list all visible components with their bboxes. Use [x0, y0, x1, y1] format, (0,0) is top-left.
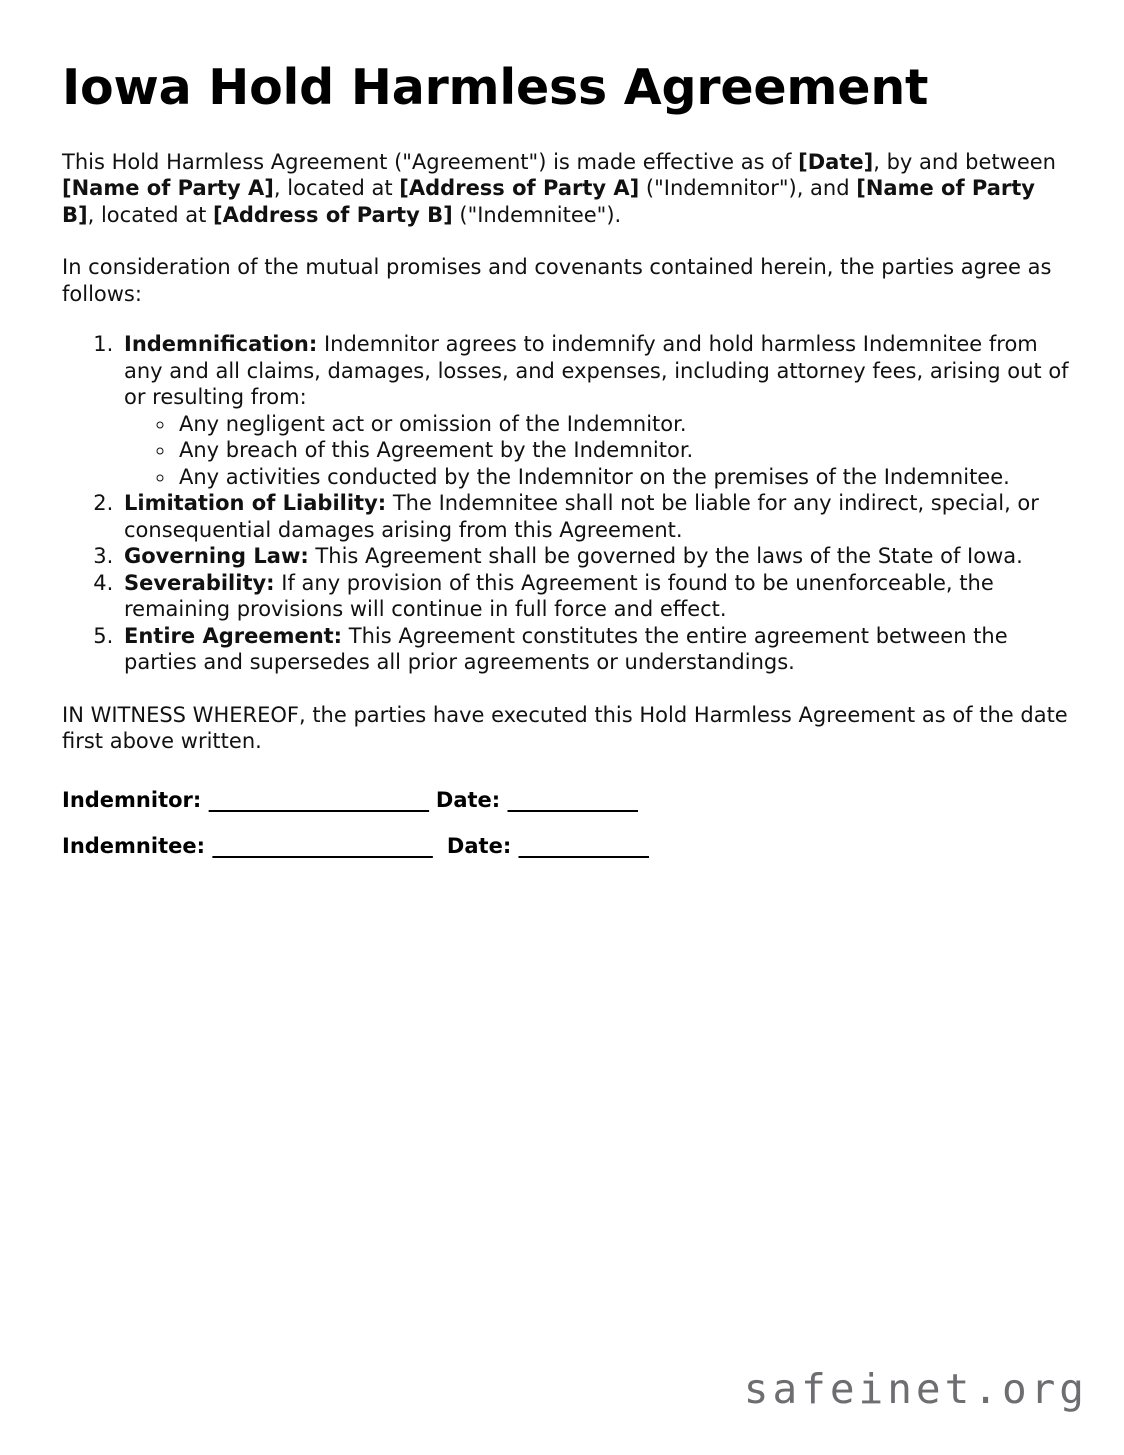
- clause-list: [62, 331, 1072, 676]
- intro-paragraph: [62, 149, 1072, 229]
- party-a-name: [Name of Party A]: [62, 176, 274, 201]
- consideration-paragraph: In consideration of the mutual promises and covenants contained herein, the parties agree as follows:: [62, 255, 1052, 306]
- intro-segment-6: ("Indemnitee").: [452, 202, 622, 227]
- clause-item: [120, 490, 1072, 543]
- signature-party-label: Indemnitor:: [62, 787, 209, 812]
- date-placeholder: [Date]: [798, 149, 874, 174]
- signature-row: [62, 787, 1072, 813]
- clause-item: [120, 543, 1072, 570]
- clause-item: [120, 331, 1072, 490]
- intro-segment-4: ("Indemnitor"), and: [639, 176, 857, 201]
- party-a-address: [Address of Party A]: [399, 176, 640, 201]
- signature-date-line[interactable]: _____________: [507, 787, 638, 812]
- signature-block: [62, 787, 1072, 859]
- clause-heading: Limitation of Liability:: [124, 491, 387, 516]
- page-title: Iowa Hold Harmless Agreement: [62, 59, 929, 116]
- clause-text: This Agreement constitutes the entire agreement between the parties and supersedes all prior agreements or understandings.: [124, 623, 1008, 675]
- intro-segment-2: , by and between: [873, 149, 1056, 174]
- clause-heading: Entire Agreement:: [124, 623, 343, 648]
- clause-subitem: ◦ Any negligent act or omission of the Indemnitor.: [176, 411, 1072, 438]
- signature-row: [62, 833, 1072, 859]
- signature-date-label: Date:: [432, 833, 519, 858]
- clause-subitem: ◦ Any breach of this Agreement by the Indemnitor.: [176, 437, 1072, 464]
- document-body: [62, 59, 1072, 879]
- intro-segment-5: , located at: [87, 202, 213, 227]
- signature-date-line[interactable]: _____________: [518, 833, 649, 858]
- clause-heading: Governing Law:: [124, 544, 309, 569]
- watermark: safeinet.org: [743, 1365, 1088, 1413]
- clause-text: The Indemnitee shall not be liable for any indirect, special, or consequential damages arising from this Agreement.: [124, 491, 1039, 542]
- party-b-name: [Name of Party B]: [62, 176, 1035, 227]
- clause-heading: Severability:: [124, 570, 275, 595]
- signature-date-label: Date:: [428, 787, 508, 812]
- clause-item: [120, 623, 1072, 676]
- signature-party-label: Indemnitee:: [62, 833, 213, 858]
- signature-line[interactable]: ______________________: [208, 787, 429, 812]
- witness-paragraph: IN WITNESS WHEREOF, the parties have executed this Hold Harmless Agreement as of the date first above written.: [62, 702, 1068, 754]
- party-b-address: [Address of Party B]: [213, 202, 453, 227]
- clause-text: Indemnitor agrees to indemnify and hold harmless Indemnitee from any and all claims, damages, losses, and expenses, including attorney fees, arising out of or resulting from:: [124, 332, 1069, 410]
- clause-text: If any provision of this Agreement is found to be unenforceable, the remaining provisions will continue in full force and effect.: [124, 570, 994, 622]
- intro-segment-3: , located at: [273, 176, 400, 201]
- clause-text: This Agreement shall be governed by the laws of the State of Iowa.: [308, 544, 1023, 569]
- clause-subitem: ◦ Any activities conducted by the Indemnitor on the premises of the Indemnitee.: [176, 464, 1072, 491]
- clause-subitem-list: [124, 411, 1072, 491]
- intro-segment-1: This Hold Harmless Agreement ("Agreement") is made effective as of: [62, 149, 799, 174]
- signature-line[interactable]: ______________________: [212, 833, 433, 858]
- clause-item: [120, 570, 1072, 623]
- clause-heading: Indemnification:: [124, 332, 318, 357]
